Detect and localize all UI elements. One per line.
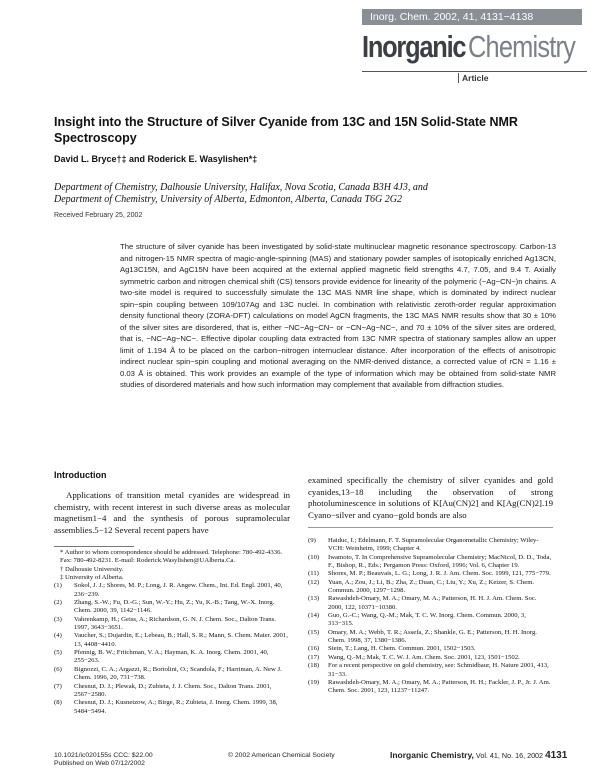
logo-rule — [362, 71, 587, 72]
reference-item — [308, 579, 553, 596]
footer-journal-name: Inorganic Chemistry, — [390, 750, 474, 760]
footer-journal — [390, 750, 567, 761]
affiliations — [54, 182, 574, 206]
reference-text: Bignozzi, C. A.; Argazzi, R.; Bortolini, O.; Scandola, F.; Harriman, A. New J. Chem. 1996, 20, 731−738. — [74, 665, 282, 682]
right-paragraph: examined specifically the chemistry of silver cyanides and gold cyanides,13−18 including the observation of strong photoluminescence in solutions of K[Au(CN)2] and K[Ag(CN)2].19 Cyano−silver and cyano−gold bonds are also — [308, 475, 553, 520]
reference-item — [308, 662, 553, 679]
reference-item — [54, 649, 290, 666]
reference-number: (12) — [308, 578, 320, 586]
reference-number: (4) — [54, 632, 62, 640]
reference-text: Rawashdeh-Omary, M. A.; Omary, M. A.; Patterson, H. H. J. Am. Chem. Soc. 2000, 122, 10371−10380. — [328, 595, 537, 611]
right-column-paragraph — [308, 475, 553, 521]
reference-text: Sokol, J. J.; Shores, M. P.; Long, J. R. Angew. Chem., Int. Ed. Engl. 2001, 40, 236−239. — [74, 582, 283, 598]
footer-copyright: © 2002 American Chemical Society — [228, 752, 335, 759]
reference-item — [308, 595, 553, 612]
reference-number: (8) — [54, 699, 62, 707]
abstract: The structure of silver cyanide has been investigated by solid-state multinuclear magnetic resonance spectroscopy. Carbon-13 and nitrogen-15 NMR spectra of magic-angle-spinning (MAS) and stationary powder samples of isotopically enriched Ag13CN, Ag13C15N, and AgC15N have been acquired at the external applied magnetic field strengths 4.7, 7.05, and 9.4 T. Axially symmetric carbon and nitrogen chemical shift (CS) tensors provide evidence for linearity of the polymeric (−Ag−CN−)n chains. A two-site model is required to successfully simulate the 13C MAS NMR line shape, which is dominated by indirect nuclear spin−spin coupling between 109/107Ag and 13C nuclei. In combination with relativistic zeroth-order regular approximation density functional theory (ZORA-DFT) calculations on model AgCN fragments, the 13C MAS NMR results show that 30 ± 10% of the silver sites are disordered, that is, either −NC−Ag−CN− or −CN−Ag−NC−, and 70 ± 10% of the silver sites are ordered, that is, −NC−Ag−NC−. Effective dipolar coupling data extracted from 13C NMR spectra of stationary samples allow an upper limit of 1.194 Å to be placed on the carbon−nitrogen internuclear distance. After incorporation of the effects of anisotropic indirect nuclear spin−spin coupling and motional averaging on the NMR-derived distance, a corrected value of rCN = 1.16 ± 0.03 Å is obtained. This work provides an example of the type of information which may be obtained from solid-state NMR studies of disordered materials and how such information may complement that available from diffraction studies. — [120, 242, 556, 389]
reference-number: (15) — [308, 628, 320, 636]
reference-number: (7) — [54, 682, 62, 690]
reference-item — [308, 554, 553, 571]
affiliation-alberta: Department of Chemistry, University of Alberta, Edmonton, Alberta, Canada T6G 2G2 — [54, 194, 402, 205]
reference-list-left — [54, 582, 290, 716]
footnotes-left — [54, 549, 290, 716]
reference-text: Guo, G.-C.; Wang, Q.-M.; Mak, T. C. W. Inorg. Chem. Commun. 2000, 3, 313−315. — [328, 612, 526, 628]
reference-item — [54, 683, 290, 700]
footer-doi: 10.1021/ic020155s CCC: $22.00 — [54, 752, 153, 759]
reference-text: Yuan, A.; Zou, J.; Li, B.; Zha, Z.; Duan, C.; Liu, Y.; Xu, Z.; Keizer, S. Chem. Commun. 2000, 1297−1298. — [328, 578, 535, 595]
reference-item — [308, 654, 553, 662]
reference-text: Wang, Q.-M.; Mak, T. C. W. J. Am. Chem. Soc. 2001, 123, 1501−1502. — [328, 653, 520, 661]
reference-text: Omary, M. A.; Webb, T. R.; Assefa, Z.; Shankle, G. E.; Patterson, H. H. Inorg. Chem. 1998, 37, 1380−1386. — [328, 628, 537, 645]
reference-number: (10) — [308, 553, 320, 561]
reference-text: Iwamoto, T. In Comprehensive Supramolecular Chemistry; MacNicol, D. D., Toda, F., Bishop, R., Eds.; Pergamon Press: Oxford, 1996; Vol. 6, Chapter 19. — [328, 553, 552, 570]
reference-text: Pfennig, B. W.; Fritchman, V. A.; Hayman, K. A. Inorg. Chem. 2001, 40, 255−263. — [74, 649, 269, 665]
reference-number: (2) — [54, 599, 62, 607]
reference-number: (18) — [308, 662, 320, 670]
reference-number: (3) — [54, 615, 62, 623]
reference-text: Rawashdeh-Omary, M. A.; Omary, M. A.; Patterson, H. H.; Fackler, J. P., Jr. J. Am. Chem. Soc. 2001, 123, 11237−11247. — [328, 678, 551, 695]
reference-text: For a recent perspective on gold chemistry, see: Schmidbaur, H. Nature 2001, 413, 31−33. — [328, 662, 549, 678]
reference-number: (16) — [308, 645, 320, 653]
reference-item — [308, 645, 553, 653]
reference-text: Vaucher, S.; Dujardin, E.; Lebeau, B.; Hall, S. R.; Mann, S. Chem. Mater. 2001, 13, 4408−4410. — [74, 632, 288, 648]
reference-text: Chesnut, D. J.; Plewak, D.; Zubieta, J. J. Chem. Soc., Dalton Trans. 2001, 2567−2580. — [74, 682, 272, 698]
reference-text: Haiduc, I.; Edelmann, F. T. Supramolecular Organometallic Chemistry; Wiley-VCH: Weinheim, 1999; Chapter 4. — [328, 537, 539, 553]
reference-text: Chesnut, D. J.; Kusnetzow, A.; Birge, R.; Zubieta, J. Inorg. Chem. 1999, 38, 5484−5494. — [74, 699, 278, 715]
page-number: 4131 — [545, 750, 568, 761]
intro-paragraph-column — [54, 490, 290, 536]
reference-rule — [308, 527, 553, 528]
footnotes-right — [308, 537, 553, 696]
footnote-ddagger: ‡ University of Alberta. — [60, 574, 124, 582]
reference-number: (6) — [54, 665, 62, 673]
logo-word-inorganic: Inorganic — [362, 29, 466, 64]
reference-list-right — [308, 537, 553, 696]
logo-word-chemistry: Chemistry — [468, 29, 576, 64]
footer-doi-block — [54, 752, 153, 768]
reference-text: Stein, T.; Lang, H. Chem. Commun. 2001, 1502−1503. — [328, 645, 476, 653]
section-heading-introduction: Introduction — [54, 470, 107, 480]
reference-item — [308, 629, 553, 646]
footnote-rule — [54, 546, 134, 547]
reference-item — [54, 599, 290, 616]
reference-number: (17) — [308, 653, 320, 661]
footer-published: Published on Web 07/12/2002 — [54, 760, 145, 767]
reference-number: (14) — [308, 612, 320, 620]
reference-text: Zhang, S.-W.; Fu, D.-G.; Sun, W.-Y.; Hu, Z.; Yu, K.-B.; Tang, W.-X. Inorg. Chem. 2000, 39, 1142−1146. — [74, 599, 275, 615]
reference-text: Vahrenkamp, H.; Geiss, A.; Richardson, G. N. J. Chem. Soc., Dalton Trans. 1997, 3643−3651. — [74, 615, 276, 632]
journal-logo — [362, 27, 587, 85]
reference-number: (19) — [308, 678, 320, 686]
journal-citation: Inorg. Chem. 2002, 41, 4131−4138 — [362, 9, 582, 25]
received-date: Received February 25, 2002 — [54, 212, 143, 219]
footnote-corresponding: * Author to whom correspondence should be addressed. Telephone: 780-492-4336. Fax: 780-492-8231. E-mail: Roderick.Wasylishen@UAlberta.Ca. — [60, 549, 283, 565]
logo-article-label: Article — [458, 73, 488, 83]
reference-item — [54, 616, 290, 633]
reference-item — [54, 632, 290, 649]
affiliation-dalhousie: Department of Chemistry, Dalhousie University, Halifax, Nova Scotia, Canada B3H 4J3, and — [54, 182, 428, 193]
intro-paragraph: Applications of transition metal cyanides are widespread in chemistry, with recent interest in such diverse areas as molecular magnetism1−4 and the synthesis of porous supramolecular assemblies.5−12 Several recent papers have — [54, 490, 290, 535]
reference-item — [54, 666, 290, 683]
reference-item — [54, 582, 290, 599]
reference-item — [54, 699, 290, 716]
paper-title: Insight into the Structure of Silver Cyanide from 13C and 15N Solid-State NMR Spectroscopy — [54, 115, 518, 145]
reference-number: (9) — [308, 537, 316, 544]
reference-number: (1) — [54, 582, 62, 590]
reference-number: (5) — [54, 649, 62, 657]
reference-item — [308, 537, 553, 554]
reference-number: (13) — [308, 595, 320, 603]
reference-item — [308, 679, 553, 696]
reference-item — [308, 612, 553, 629]
footer-volume: Vol. 41, No. 16, 2002 — [475, 751, 544, 760]
footnote-dagger: † Dalhousie University. — [60, 565, 124, 573]
reference-number: (11) — [308, 570, 319, 578]
paper-authors: David L. Bryce†‡ and Roderick E. Wasylishen*‡ — [54, 154, 258, 164]
reference-text: Shores, M. P.; Beauvais, L. G.; Long, J. R. J. Am. Chem. Soc. 1999, 121, 775−779. — [328, 570, 551, 578]
reference-item — [308, 570, 553, 578]
